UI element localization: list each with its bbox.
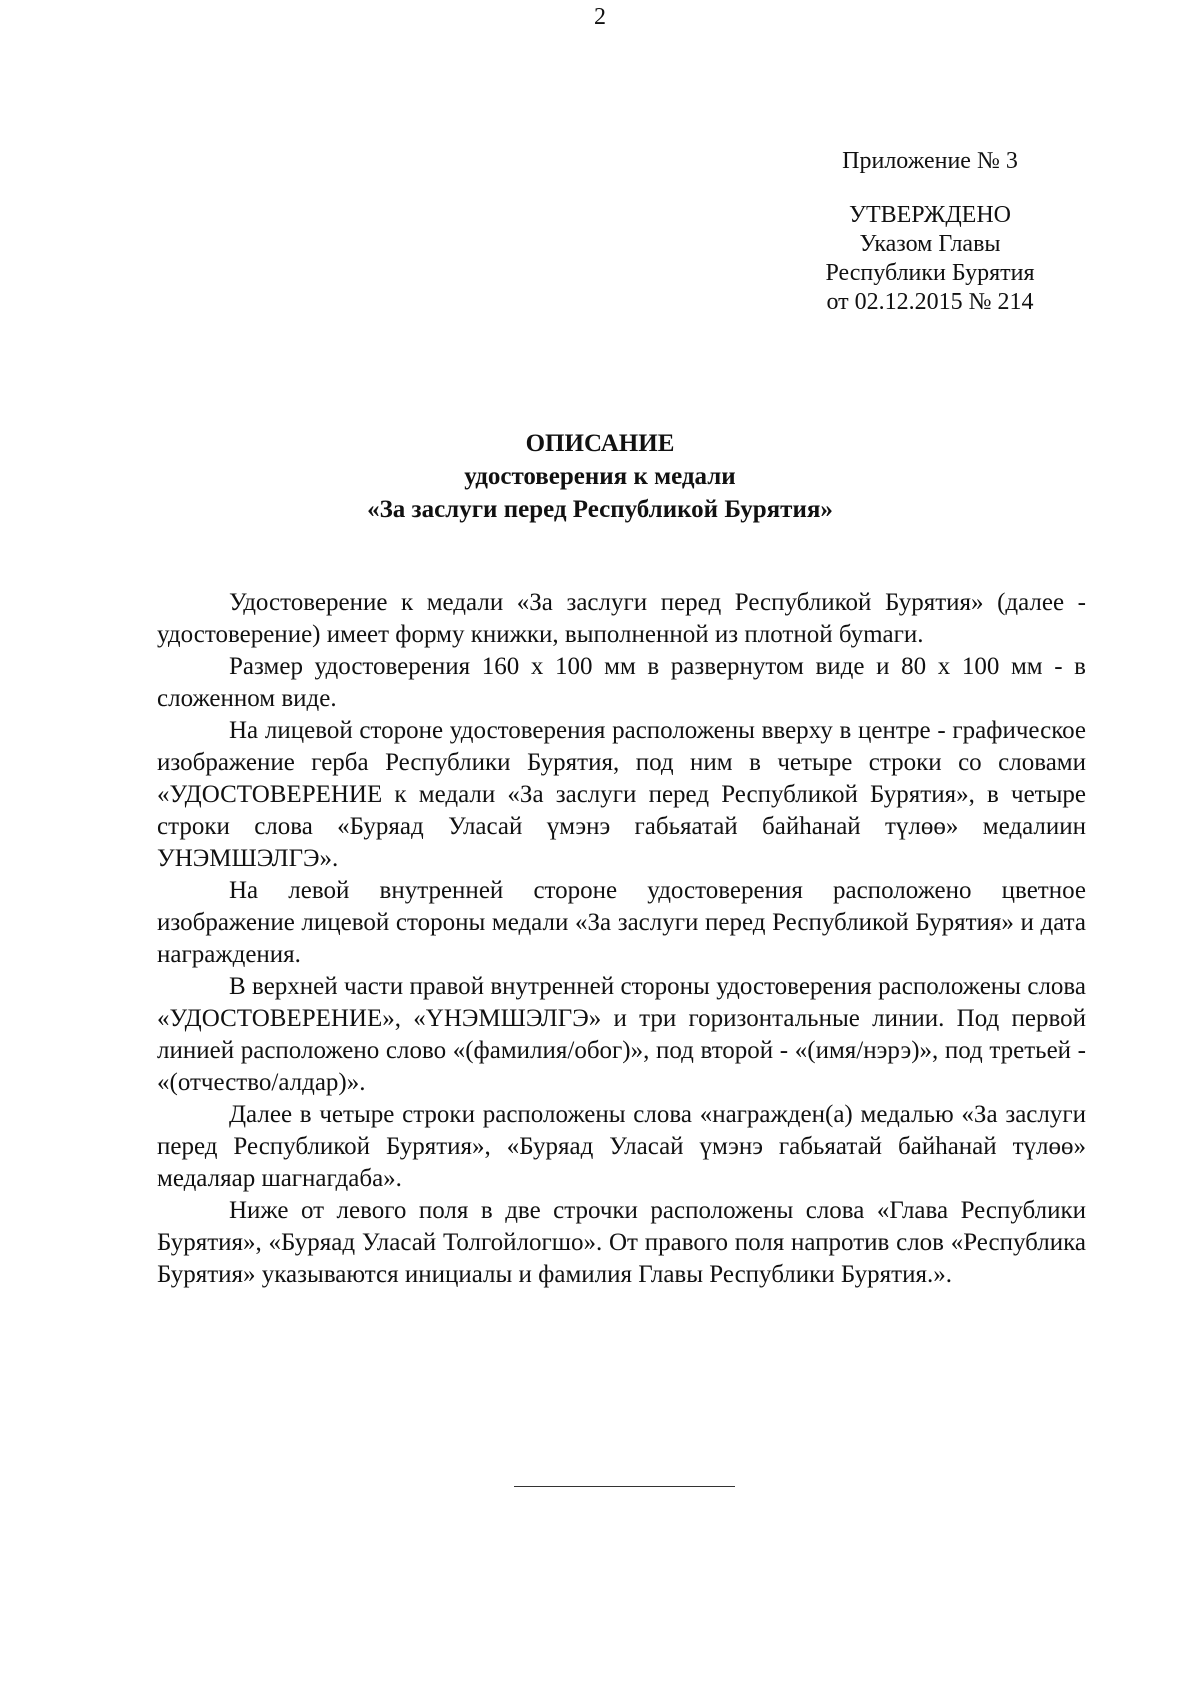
- appendix-label: Приложение № 3: [842, 148, 1018, 174]
- body-text: [157, 587, 1086, 1291]
- paragraph-form: Удостоверение к медали «За заслуги перед Республикой Бурятия» (далее - удостоверение) имеет форму книжки, выполненной из плотной буmаги.: [157, 589, 1086, 648]
- medal-name-line: «За заслуги перед Республикой Бурятия»: [367, 496, 833, 523]
- paragraph-front-side: На лицевой стороне удостоверения расположены вверху в центре - графическое изображение герба Республики Бурятия, под ним в четыре строки со словами «УДОСТОВЕРЕНИЕ к медали «За заслуги перед Республикой Бурятия», в четыре строки слова «Буряад Уласай үмэнэ габьяатай байһанай түлөө» медалиин УНЭМШЭЛГЭ».: [157, 717, 1086, 872]
- subtitle-line: удостоверения к медали: [464, 463, 736, 490]
- paragraph-size: Размер удостоверения 160 х 100 мм в развернутом виде и 80 х 100 мм - в сложенном виде.: [157, 653, 1086, 712]
- title-line: ОПИСАНИЕ: [525, 430, 675, 457]
- paragraph-award-text: Далее в четыре строки расположены слова «награжден(а) медалью «За заслуги перед Республикой Бурятия», «Буряад Уласай үмэнэ габьяатай байһанай түлөө» медаляар шагнагдаба».: [157, 1101, 1086, 1192]
- approval-status: УТВЕРЖДЕНО: [848, 202, 1012, 228]
- page-number: 2: [594, 4, 606, 30]
- paragraph-signature: Ниже от левого поля в две строчки расположены слова «Глава Республики Бурятия», «Буряад Уласай Толгойлогшо». От правого поля напротив слов «Республика Бурятия» указываются инициалы и фамилия Главы Республики Бурятия.».: [157, 1197, 1086, 1288]
- paragraph-right-inner-side: В верхней части правой внутренней стороны удостоверения расположены слова «УДОСТОВЕРЕНИЕ», «ҮНЭМШЭЛГЭ» и три горизонтальные линии. Под первой линией расположено слово «(фамилия/обог)», под второй - «(имя/нэрэ)», под третьей - «(отчество/алдар)».: [157, 973, 1086, 1096]
- approval-block: [800, 201, 1060, 317]
- approval-region: Республики Бурятия: [825, 260, 1035, 286]
- approval-authority: Указом Главы: [859, 231, 1001, 257]
- approval-date-number: от 02.12.2015 № 214: [826, 289, 1034, 315]
- end-divider-line: [514, 1486, 735, 1487]
- paragraph-left-inner-side: На левой внутренней стороне удостоверения расположено цветное изображение лицевой стороны медали «За заслуги перед Республикой Бурятия» и дата награждения.: [157, 877, 1086, 968]
- document-title: [0, 427, 1200, 526]
